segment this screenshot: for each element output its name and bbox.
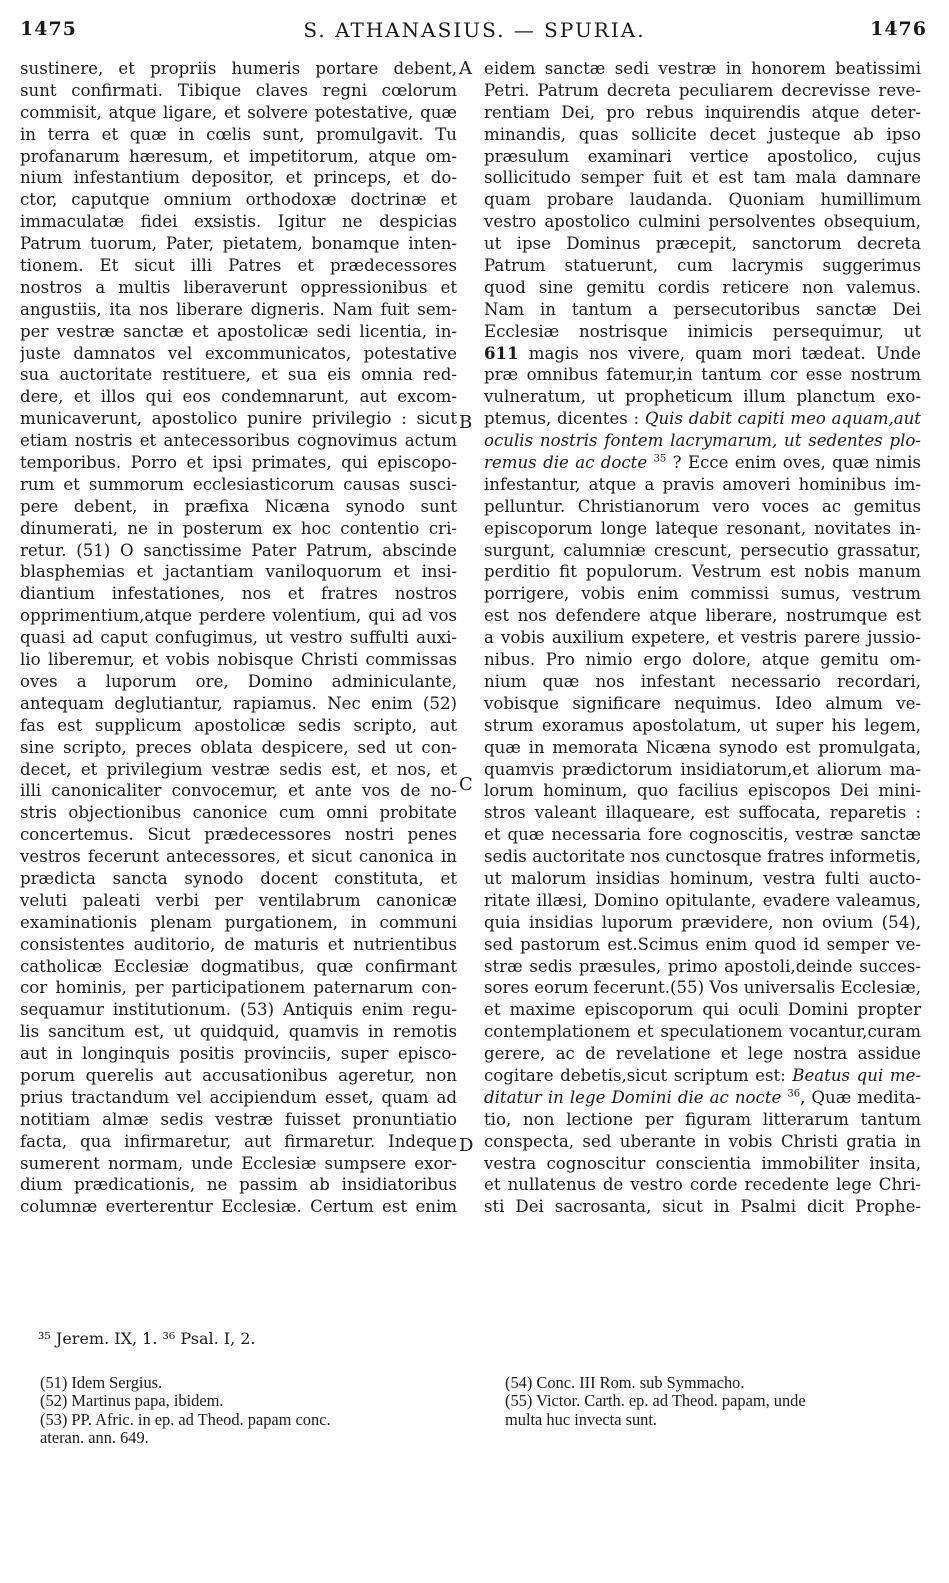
text-line: rum et summorum ecclesiasticorum causas susci-	[20, 474, 457, 494]
text-line: sine scripto, preces oblata despicere, sed ut con-	[20, 737, 457, 757]
text-line: et maxime episcoporum qui oculi Domini propter	[484, 1000, 921, 1020]
editorial-note-line: (51) Idem Sergius.	[40, 1373, 163, 1392]
text-line: commisit, atque ligare, et solvere potestative, quæ	[20, 102, 457, 122]
left-text-column	[20, 58, 457, 1218]
text-line: est nos defendere atque liberare, nostrumque est	[484, 606, 921, 626]
right-editorial-notes	[505, 1374, 923, 1429]
text-line: catholicæ Ecclesiæ dogmatibus, quæ confirmant	[20, 956, 457, 976]
text-line: sedis auctoritate nos cunctosque fratres informetis,	[484, 847, 921, 867]
text-line: tio, non lectione per figuram litterarum tantum	[484, 1109, 921, 1129]
text-line: sed pastorum est.Scimus enim quod id semper ve-	[484, 934, 921, 954]
running-title: S. ATHANASIUS. — SPURIA.	[303, 18, 646, 42]
text-line: examinationis plenam purgationem, in communi	[20, 912, 457, 932]
left-editorial-notes	[40, 1374, 460, 1448]
text-line: remus die ac docte $^{35}$ ? Ecce enim oves, quæ nimis	[484, 453, 921, 473]
text-line: nostros a multis liberaverunt oppressionibus et	[20, 277, 457, 297]
text-line: episcoporum longe lateque resonant, novitates in-	[484, 518, 921, 538]
text-line: sores eorum fecerunt.(55) Vos universalis Ecclesiæ,	[484, 978, 921, 998]
text-line: quæ in memorata Nicæna synodo est promulgata,	[484, 737, 921, 757]
text-line: minandis, quas sollicite decet justeque ab ipso	[484, 124, 921, 144]
left-page-number: 1475	[20, 18, 77, 40]
text-line: lorum hominum, quo facilius episcopos Dei mini-	[484, 781, 921, 801]
text-line: dium prædicationis, ne passim ab insidiatoribus	[20, 1175, 457, 1195]
text-line: facta, qua infirmaretur, aut firmaretur. Indeque	[20, 1131, 457, 1151]
text-line: rentiam Dei, pro rebus inquirendis atque deter-	[484, 102, 921, 122]
text-line: 611 magis nos vivere, quam mori tædeat. Unde	[484, 342, 921, 363]
text-line: vestros fecerunt antecessores, et sicut canonica in	[20, 847, 457, 867]
text-line: nium quæ nos infestant necessario recordari,	[484, 671, 921, 691]
text-line: profanarum hæresum, et impetitorum, atque om-	[20, 146, 457, 166]
editorial-note-line: ateran. ann. 649.	[40, 1428, 149, 1448]
text-line: dinumerati, ne in posterum ex hoc contentio cri-	[20, 518, 457, 538]
text-line: quam probare laudanda. Quoniam humillimum	[484, 190, 921, 210]
text-line: immaculatæ fidei exsistis. Igitur ne despicias	[20, 212, 457, 232]
text-line: ritate illæsi, Domino opitulante, evadere valeamus,	[484, 890, 921, 910]
text-line: ctor, caputque omnium orthodoxæ doctrinæ et	[20, 190, 457, 210]
text-line: juste damnatos vel excommunicatos, potestative	[20, 343, 457, 363]
text-line: aut in longinquis positis provinciis, super episco-	[20, 1044, 457, 1064]
text-line: Petri. Patrum decreta peculiarem decrevisse reve-	[484, 80, 921, 100]
text-line: blasphemias et jactantiam vaniloquorum et insi-	[20, 562, 457, 582]
editorial-note-line: (55) Victor. Carth. ep. ad Theod. papam, unde	[505, 1391, 806, 1411]
text-line: municaverunt, apostolico punire privilegio : sicut	[20, 409, 457, 429]
text-line: pelluntur. Christianorum vero voces ac gemitus	[484, 496, 921, 516]
text-line: stris objectionibus canonice cum omni probitate	[20, 803, 457, 823]
text-line: sollicitudo semper fuit et est tam mala damnare	[484, 168, 921, 188]
text-line: porum querelis aut accusationibus ageretur, non	[20, 1065, 457, 1085]
text-line: nibus. Pro nimio ergo dolore, atque gemitu om-	[484, 650, 921, 670]
text-line: quod sine gemitu cordis reticere non valemus.	[484, 277, 921, 297]
text-line: vobisque significare nequimus. Ideo almum ve-	[484, 693, 921, 713]
text-line: retur. (51) O sanctissime Pater Patrum, abscinde	[20, 540, 457, 560]
text-line: vestro apostolico culmini persolventes obsequium,	[484, 212, 921, 232]
text-line: stros valeant illaqueare, est suffocata, reparetis :	[484, 803, 921, 823]
text-line: sequamur institutionum. (53) Antiquis enim regu-	[20, 1000, 457, 1020]
text-line: illi canonicaliter convocemur, et ante vos de no-	[20, 781, 457, 801]
text-line: opprimentium,atque perdere volentium, qui ad vos	[20, 606, 457, 626]
text-line: oculis nostris fontem lacrymarum, ut sedentes plo-	[484, 431, 921, 451]
text-line: vestra cognoscitur conscientia immobiliter insita,	[484, 1153, 921, 1173]
editorial-note-line: (53) PP. Afric. in ep. ad Theod. papam conc.	[40, 1409, 331, 1429]
text-line: columnæ everterentur Ecclesiæ. Certum est enim	[20, 1197, 457, 1217]
text-line: lio liberemur, et vobis nobisque Christi commissas	[20, 650, 457, 670]
text-line: fas est supplicum apostolicæ sedis scripto, aut	[20, 715, 457, 735]
text-line: cogitare debetis,sicut scriptum est: Beatus qui me-	[484, 1065, 921, 1085]
editorial-note-line: (52) Martinus papa, ibidem.	[40, 1391, 224, 1411]
margin-marker-b: B	[459, 412, 473, 433]
text-line: sumerent normam, unde Ecclesiæ sumpsere exor-	[20, 1153, 457, 1173]
text-line: gerere, ac de revelatione et lege nostra assidue	[484, 1044, 921, 1064]
text-line: concertemus. Sicut prædecessores nostri penes	[20, 825, 457, 845]
margin-marker-a: A	[459, 58, 472, 79]
text-line: sunt confirmati. Tibique claves regni cœlorum	[20, 80, 457, 100]
margin-marker-c: C	[459, 774, 473, 795]
text-line: notitiam almæ sedis vestræ fuisset pronuntiatio	[20, 1109, 457, 1129]
text-line: contemplationem et speculationem vocantur,curam	[484, 1022, 921, 1042]
text-line: et quæ necessaria fore cognoscitis, vestræ sanctæ	[484, 825, 921, 845]
text-line: quia insidias luporum prævidere, non ovium (54),	[484, 912, 921, 932]
text-line: ditatur in lege Domini die ac nocte $^{36}$, Quæ medita-	[484, 1087, 921, 1107]
margin-marker-d: D	[459, 1135, 474, 1156]
text-line: prædicta sancta synodo docent constituta, et	[20, 868, 457, 888]
text-line: quasi ad caput confugimus, ut vestro suffulti auxi-	[20, 628, 457, 648]
text-line: in terra et quæ in cœlis sunt, promulgavit. Tu	[20, 124, 457, 144]
text-line: per vestræ sanctæ et apostolicæ sedi licentia, in-	[20, 321, 457, 341]
right-page-number: 1476	[870, 18, 927, 40]
text-line: diantium infestationes, nos et fratres nostros	[20, 584, 457, 604]
text-line: nium infestantium depositor, et princeps, et do-	[20, 168, 457, 188]
text-line: ut malorum insidias hominum, vestra fulti aucto-	[484, 868, 921, 888]
text-line: et nullatenus de vestro corde recedente lege Chri-	[484, 1175, 921, 1195]
text-line: angustiis, ita nos liberare digneris. Nam fuit sem-	[20, 299, 457, 319]
text-line: Nam in tantum a persecutoribus sanctæ Dei	[484, 299, 921, 319]
text-line: eidem sanctæ sedi vestræ in honorem beatissimi	[484, 59, 921, 78]
text-line: antequam deglutiantur, rapiamus. Nec enim (52)	[20, 693, 457, 713]
text-line: dere, et illos qui eos condemnarunt, aut excom-	[20, 387, 457, 407]
text-line: Patrum statuerunt, cum lacrymis suggerimus	[484, 256, 921, 276]
text-line: ut ipse Dominus præcepit, sanctorum decreta	[484, 234, 921, 254]
text-line: infestantur, atque a pravis amoveri hominibus im-	[484, 474, 921, 494]
text-line: oves a luporum ore, Domino adminiculante,	[20, 671, 457, 691]
scripture-footnotes: ³⁵ Jerem. IX, 1. ³⁶ Psal. I, 2.	[38, 1329, 256, 1348]
text-line: prius tractandum vel accipiendum esset, quam ad	[20, 1087, 457, 1107]
editorial-note-line: multa huc invecta sunt.	[505, 1409, 658, 1429]
text-line: a vobis auxilium expetere, et vestris parere jussio-	[484, 628, 921, 648]
text-line: temporibus. Porro et ipsi primates, qui episcopo-	[20, 453, 457, 473]
page-header	[0, 18, 949, 46]
text-line: perditio fit populorum. Vestrum est nobis manum	[484, 562, 921, 582]
text-line: sustinere, et propriis humeris portare debent,	[20, 59, 457, 78]
text-line: ptemus, dicentes : Quis dabit capiti meo aquam,aut	[484, 409, 921, 429]
text-line: cor hominis, per participationem paternarum con-	[20, 978, 457, 998]
text-line: stræ sedis præsules, primo apostoli,deinde succes-	[484, 956, 921, 976]
text-line: consistentes auditorio, de maturis et nutrientibus	[20, 934, 457, 954]
editorial-note-line: (54) Conc. III Rom. sub Symmacho.	[505, 1373, 745, 1392]
text-line: etiam nostris et antecessoribus cognovimus actum	[20, 431, 457, 451]
text-line: Patrum tuorum, Pater, pietatem, bonamque inten-	[20, 234, 457, 254]
text-line: strum exoramus apostolatum, ut super his legem,	[484, 715, 921, 735]
text-line: præ omnibus fatemur,in tantum cor esse nostrum	[484, 365, 921, 385]
right-text-column	[484, 58, 921, 1218]
text-line: conspecta, sed uberante in vobis Christi gratia in	[484, 1131, 921, 1151]
text-line: tionem. Et sicut illi Patres et prædecessores	[20, 256, 457, 276]
text-line: decet, et privilegium vestræ sedis est, et nos, et	[20, 759, 457, 779]
text-line: præsulum examinari vertice apostolico, cujus	[484, 146, 921, 166]
text-line: vulneratum, ut propheticum illum planctum exo-	[484, 387, 921, 407]
text-line: Ecclesiæ nostrisque inimicis persequimur, ut	[484, 321, 921, 341]
text-line: sti Dei sacrosanta, sicut in Psalmi dicit Prophe-	[484, 1197, 921, 1217]
text-line: veluti paleati verbi per ventilabrum canonicæ	[20, 890, 457, 910]
text-line: pere debent, in præfixa Nicæna synodo sunt	[20, 496, 457, 516]
text-line: porrigere, vobis enim commissi sumus, vestrum	[484, 584, 921, 604]
text-line: quamvis prædictorum insidiatorum,et aliorum ma-	[484, 759, 921, 779]
text-line: surgunt, calumniæ crescunt, persecutio grassatur,	[484, 540, 921, 560]
text-line: lis sancitum est, ut quidquid, quamvis in remotis	[20, 1022, 457, 1042]
text-line: sua auctoritate restituere, et sua eis omnia red-	[20, 365, 457, 385]
